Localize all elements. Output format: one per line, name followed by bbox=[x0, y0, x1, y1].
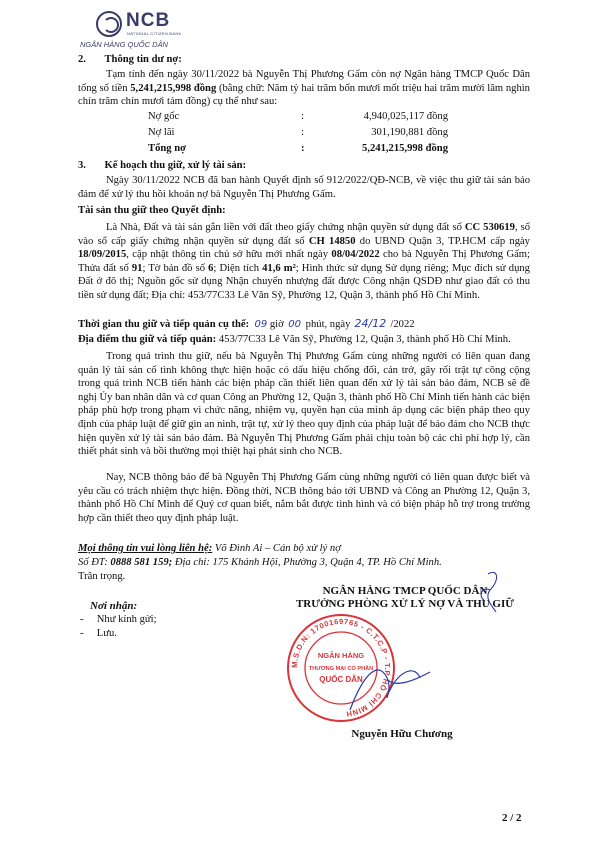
signature-scribble bbox=[470, 566, 510, 616]
obstruction-paragraph: Trong quá trình thu giữ, nếu bà Nguyễn Thị Phương Gấm cùng những người có liên quan đang quản lý tài sản cố tình không thực hiện hoặc có dấu hiệu chống đối, cản trở, gây rối trật tự công cộng trong quá trình NCB tiến hành các biện pháp cần thiết liên quan đến xử lý tài sản bảo đảm, NCB sẽ đề nghị Ủy ban nhân dân và cơ quan Công an Phường 12, Quận 3, thành phố Hồ Chí Minh tiến hành các biện pháp phù hợp trong phạm vi chức năng, nhiệm vụ, quyền hạn của mình áp dụng các biện pháp theo quy định của pháp luật để giữ gìn an ninh, trật tự, xử lý theo quy định của pháp luật để bảo đảm cho NCB thực hiện quyền xử lý tài sản bảo đảm. Bà Nguyễn Thị Phương Gấm phải chịu toàn bộ các chi phí hợp lý, cần thiết phát sinh và bồi thường mọi thiệt hại phát sinh cho NCB. bbox=[78, 351, 530, 458]
table-row: Nợ gốc : 4,940,025,117 đồng bbox=[148, 111, 448, 122]
asset-text-run: ; Diện tích bbox=[213, 262, 263, 274]
handwritten-signature bbox=[330, 650, 440, 720]
asset-text-run: do UBND Quận 3, TP.HCM cấp ngày bbox=[355, 235, 530, 247]
asset-heading: Tài sản thu giữ theo Quyết định: bbox=[78, 205, 226, 216]
svg-text:QUỐC DÂN: QUỐC DÂN bbox=[319, 675, 363, 684]
asset-text-run: , cập nhật thông tin chủ sở hữu mới nhất ngày bbox=[126, 249, 332, 261]
signatory-org: NGÂN HÀNG TMCP QUỐC DÂN bbox=[322, 585, 488, 597]
asset-text-run: cho bà Nguyễn Thị Phương Gấm; Thửa đất số bbox=[78, 249, 530, 274]
notice-paragraph: Nay, NCB thông báo để bà Nguyễn Thị Phương Gấm cùng những người có liên quan được biết và yêu cầu có trách nhiệm thực hiện. Đồng thời, NCB thông báo tới UBND và Công an Phường 12, Quận 3, thành phố Hồ Chí Minh để Quý cơ quan biết, nắm bắt được tình hình và có biện pháp hỗ trợ trong trường hợp cần thiết theo quy định pháp luật. bbox=[78, 472, 530, 524]
table-row: Nợ lãi : 301,190,881 đồng bbox=[148, 127, 448, 138]
logo-subtitle: NATIONAL CITIZEN BANK bbox=[127, 31, 182, 36]
handwritten-minute: 00 bbox=[288, 319, 302, 330]
debt-summary-paragraph: Tạm tính đến ngày 30/11/2022 bà Nguyễn Thị Phương Gấm còn nợ Ngân hàng TMCP Quốc Dân tổng số tiền 5,241,215,998 đồng (bằng chữ: Năm tỷ hai trăm bốn mươi mốt triệu hai trăm mười lăm nghìn chín trăm chín mươi tám đồng) cụ thể như sau: bbox=[78, 69, 530, 108]
list-item: - Lưu. bbox=[80, 628, 117, 639]
handwritten-date: 24/12 bbox=[354, 317, 387, 330]
signatory-title: TRƯỞNG PHÒNG XỬ LÝ NỢ VÀ THU GIỮ bbox=[295, 598, 515, 610]
asset-text-run: 41,6 m² bbox=[262, 262, 296, 274]
asset-text-run: , số vào sổ cấp giấy chứng nhận quyền sử dụng đất số bbox=[78, 222, 531, 247]
handwritten-hour: 09 bbox=[254, 319, 268, 330]
asset-text-run: Là Nhà, Đất và tài sản gắn liền với đất theo giấy chứng nhận quyền sử dụng đất số bbox=[106, 222, 465, 233]
logo-mark-icon bbox=[96, 11, 122, 37]
table-row-total: Tổng nợ : 5,241,215,998 đồng bbox=[148, 143, 448, 154]
asset-text-run: 91 bbox=[131, 262, 143, 274]
asset-text-run: CH 14850 bbox=[308, 235, 356, 247]
closing: Trân trọng. bbox=[78, 571, 126, 582]
section-2-heading: 2. Thông tin dư nợ: bbox=[78, 54, 182, 65]
logo-text: NCB bbox=[126, 10, 171, 31]
asset-text-run: ; Hình thức sử dụng Sử dụng riêng; Mục đích sử dụng Đất ở đô thị; Nguồn gốc sử dụng Nhận chuyển nhượng đất được Công nhận QSDĐ như giao đất có thu tiền sử dụng đất; Địa chỉ: 453/77C33 Lê Văn Sỹ, Phường 12, Quận 3, thành phố Hồ Chí Minh. bbox=[78, 262, 530, 301]
signatory-name: Nguyễn Hữu Chương bbox=[351, 728, 453, 740]
svg-text:THƯƠNG MẠI CỔ PHẦN: THƯƠNG MẠI CỔ PHẦN bbox=[308, 666, 374, 672]
seizure-time: Thời gian thu giữ và tiếp quản cụ thể: 09 giờ 00 phút, ngày 24/12 /2022 bbox=[78, 317, 415, 330]
asset-text-run: ; Tờ bản đồ số bbox=[142, 262, 209, 274]
asset-text-run: 08/04/2022 bbox=[331, 249, 380, 261]
list-item: - Như kính gửi; bbox=[80, 614, 157, 625]
contact-phone-address: Số ĐT: 0888 581 159; Địa chỉ: 175 Khánh Hội, Phường 3, Quận 4, TP. Hồ Chí Minh. bbox=[78, 557, 442, 568]
section-3-heading: 3. Kế hoạch thu giữ, xử lý tài sản: bbox=[78, 160, 247, 171]
page-number: 2 / 2 bbox=[502, 812, 522, 824]
contact-line: Mọi thông tin vui lòng liên hệ: Võ Đình Ai – Cán bộ xử lý nợ bbox=[78, 543, 341, 554]
svg-text:M.S.D.N: 1700169765 - C.T.C.P: M.S.D.N: 1700169765 - C.T.C.P - T.P HỒ CHÍ MINH bbox=[289, 616, 393, 719]
svg-text:NGÂN HÀNG: NGÂN HÀNG bbox=[317, 651, 365, 660]
ncb-logo bbox=[80, 10, 216, 50]
asset-text-run: CC 530619 bbox=[464, 222, 515, 233]
logo-vn-name: NGÂN HÀNG QUỐC DÂN bbox=[80, 40, 168, 49]
asset-text-run: 6 bbox=[208, 262, 214, 274]
asset-text-run: 18/09/2015 bbox=[78, 249, 127, 261]
decision-paragraph: Ngày 30/11/2022 NCB đã ban hành Quyết định số 912/2022/QĐ-NCB, về việc thu giữ tài sản bảo đảm để xử lý thu hồi khoản nợ bà Nguyễn Thị Phương Gấm. bbox=[78, 175, 530, 200]
seizure-place: Địa điểm thu giữ và tiếp quản: 453/77C33 Lê Văn Sỹ, Phường 12, Quận 3, thành phố Hồ Chí Minh. bbox=[78, 334, 511, 345]
asset-description bbox=[78, 221, 530, 303]
